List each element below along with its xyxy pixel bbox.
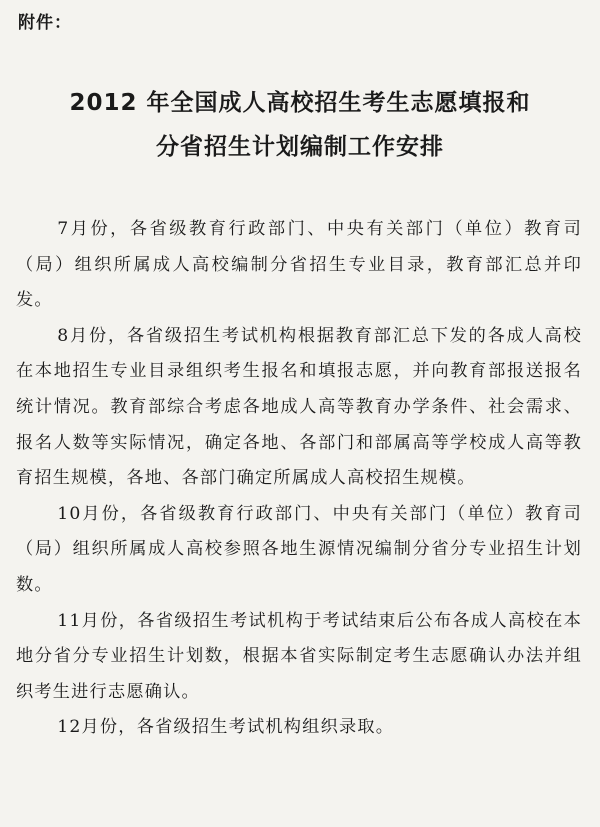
paragraph-august: 8月份，各省级招生考试机构根据教育部汇总下发的各成人高校在本地招生专业目录组织考生报名和填报志愿，并向教育部报送报名统计情况。教育部综合考虑各地成人高等教育办学条件、社会需求、报名人数等实际情况，确定各地、各部门和部属高等学校成人高等教育招生规模，各地、各部门确定所属成人高校招生规模。 xyxy=(16,325,582,489)
paragraph-november: 11月份，各省级招生考试机构于考试结束后公布各成人高校在本地分省分专业招生计划数，根据本省实际制定考生志愿确认办法并组织考生进行志愿确认。 xyxy=(16,610,582,702)
document-title-line-2: 分省招生计划编制工作安排 xyxy=(156,134,444,160)
paragraph-december: 12月份，各省级招生考试机构组织录取。 xyxy=(57,717,395,738)
document-title-line-1: 2012 年全国成人高校招生考生志愿填报和 xyxy=(69,90,531,116)
paragraph-july: 7月份，各省级教育行政部门、中央有关部门（单位）教育司（局）组织所属成人高校编制分省招生专业目录，教育部汇总并印发。 xyxy=(16,219,582,311)
paragraph-october: 10月份，各省级教育行政部门、中央有关部门（单位）教育司（局）组织所属成人高校参照各地生源情况编制分省分专业招生计划数。 xyxy=(16,503,582,595)
attachment-label: 附件： xyxy=(18,13,72,33)
document-body xyxy=(16,212,582,746)
